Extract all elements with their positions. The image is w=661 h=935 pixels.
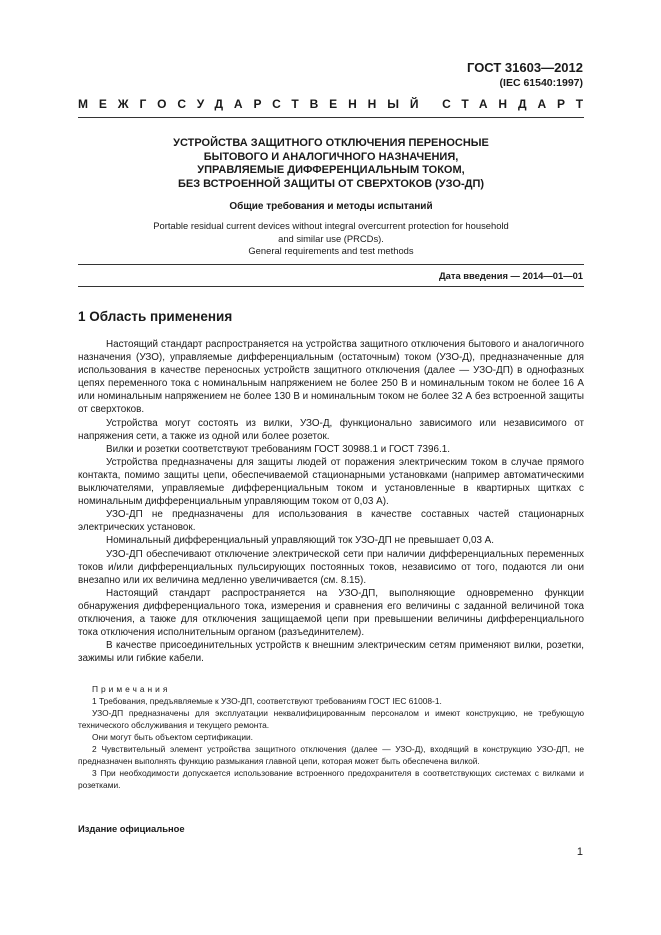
title-line: БЫТОВОГО И АНАЛОГИЧНОГО НАЗНАЧЕНИЯ, xyxy=(203,150,459,163)
standard-type-heading xyxy=(78,97,594,111)
title-line: БЕЗ ВСТРОЕННОЙ ЗАЩИТЫ ОТ СВЕРХТОКОВ (УЗО-ДП) xyxy=(177,177,485,190)
title-divider xyxy=(78,264,584,265)
paragraph: Вилки и розетки соответствуют требованиям ГОСТ 30988.1 и ГОСТ 7396.1. xyxy=(106,443,450,455)
document-subtitle: Общие требования и методы испытаний xyxy=(229,201,433,212)
official-edition-label: Издание официальное xyxy=(78,823,185,834)
english-title-line: and similar use (PRCDs). xyxy=(278,232,384,244)
section-heading: 1 Область применения xyxy=(78,309,233,324)
iec-reference: (IEC 61540:1997) xyxy=(499,77,583,89)
note-item: УЗО-ДП предназначены для эксплуатации неквалифицированным персоналом и имеют конструкцию, не требующую технического обслуживания и текущего ремонта. xyxy=(78,708,584,730)
page-number: 1 xyxy=(576,846,583,858)
standard-word-standard: СТАНДАРТ xyxy=(442,97,594,111)
title-line: УПРАВЛЯЕМЫЕ ДИФФЕРЕНЦИАЛЬНЫМ ТОКОМ, xyxy=(197,164,465,177)
paragraph: Настоящий стандарт распространяется на УЗО-ДП, выполняющие одновременно функции обнаружения дифференциального тока, измерения и сравнения его величины с заданной величиной тока отключения, а также для отключения защищаемой цепи при превышении величины дифференциального тока отключения исполнительным органом (разъединителем). xyxy=(78,587,584,639)
note-item: 2 Чувствительный элемент устройства защитного отключения (далее — УЗО-Д), входящий в конструкцию УЗО-ДП, не предназначен выполнять функцию размыкания главной цепи, которая может быть обеспечена вилкой. xyxy=(78,744,584,766)
document-title xyxy=(78,137,584,191)
english-title-line: Portable residual current devices without integral overcurrent protection for household xyxy=(153,220,509,231)
date-divider xyxy=(78,286,584,287)
notes-block xyxy=(78,683,584,791)
english-title xyxy=(78,220,584,258)
header-divider xyxy=(78,117,584,118)
paragraph: В качестве присоединительных устройств к внешним электрическим сетям применяют вилки, розетки, зажимы или гибкие кабели. xyxy=(78,640,584,665)
introduction-date: Дата введения — 2014—01—01 xyxy=(438,270,583,281)
notes-heading: Примечания xyxy=(92,684,171,694)
note-item: Они могут быть объектом сертификации. xyxy=(92,732,254,742)
paragraph: Устройства предназначены для защиты людей от поражения электрическим током в случае прямого контакта, помимо защиты цепи, обеспечиваемой стационарными установками (например автоматическими выключателями, управляемые дифференциальным током и установленные в квартирных щитках с номинальным дифференциальным управляющим током от 0,03 А). xyxy=(78,456,584,508)
gost-number: ГОСТ 31603—2012 xyxy=(467,60,583,75)
paragraph: УЗО-ДП обеспечивают отключение электрической сети при наличии дифференциальных переменных токов и/или дифференциальных пульсирующих постоянных токов, независимо от того, подаются ли они внезапно или их величина медленно увеличивается (см. 8.15). xyxy=(78,548,584,586)
paragraph: Номинальный дифференциальный управляющий ток УЗО-ДП не превышает 0,03 А. xyxy=(106,535,495,547)
title-line: УСТРОЙСТВА ЗАЩИТНОГО ОТКЛЮЧЕНИЯ ПЕРЕНОСНЫЕ xyxy=(173,137,489,149)
paragraph: Устройства могут состоять из вилки, УЗО-Д, функционально зависимого или независимого от напряжения сети, а также из одной или более розеток. xyxy=(78,417,584,442)
standard-word-interstate: МЕЖГОСУДАРСТВЕННЫЙ xyxy=(78,97,430,111)
section-body xyxy=(78,338,584,665)
english-title-line: General requirements and test methods xyxy=(248,245,414,257)
note-item: 3 При необходимости допускается использование встроенного предохранителя в соответствующих системах с вилками и розетками. xyxy=(78,768,584,790)
paragraph: Настоящий стандарт распространяется на устройства защитного отключения бытового и аналогичного назначения (УЗО), управляемые дифференциальным (остаточным) током (УЗО-Д), предназначенные для использования в качестве переносных устройств защитного отключения (далее — УЗО-ДП) в однофазных цепях переменного тока с номинальным напряжением не более 250 В и номинальным током не более 16 А или номинальным напряжением не более 130 В и номинальным током не более 32 А без встроенной защиты от сверхтоков. xyxy=(78,339,584,416)
note-item: 1 Требования, предъявляемые к УЗО-ДП, соответствуют требованиям ГОСТ IEC 61008-1. xyxy=(92,696,442,706)
paragraph: УЗО-ДП не предназначены для использования в качестве составных частей стационарных электрических установок. xyxy=(78,509,584,534)
